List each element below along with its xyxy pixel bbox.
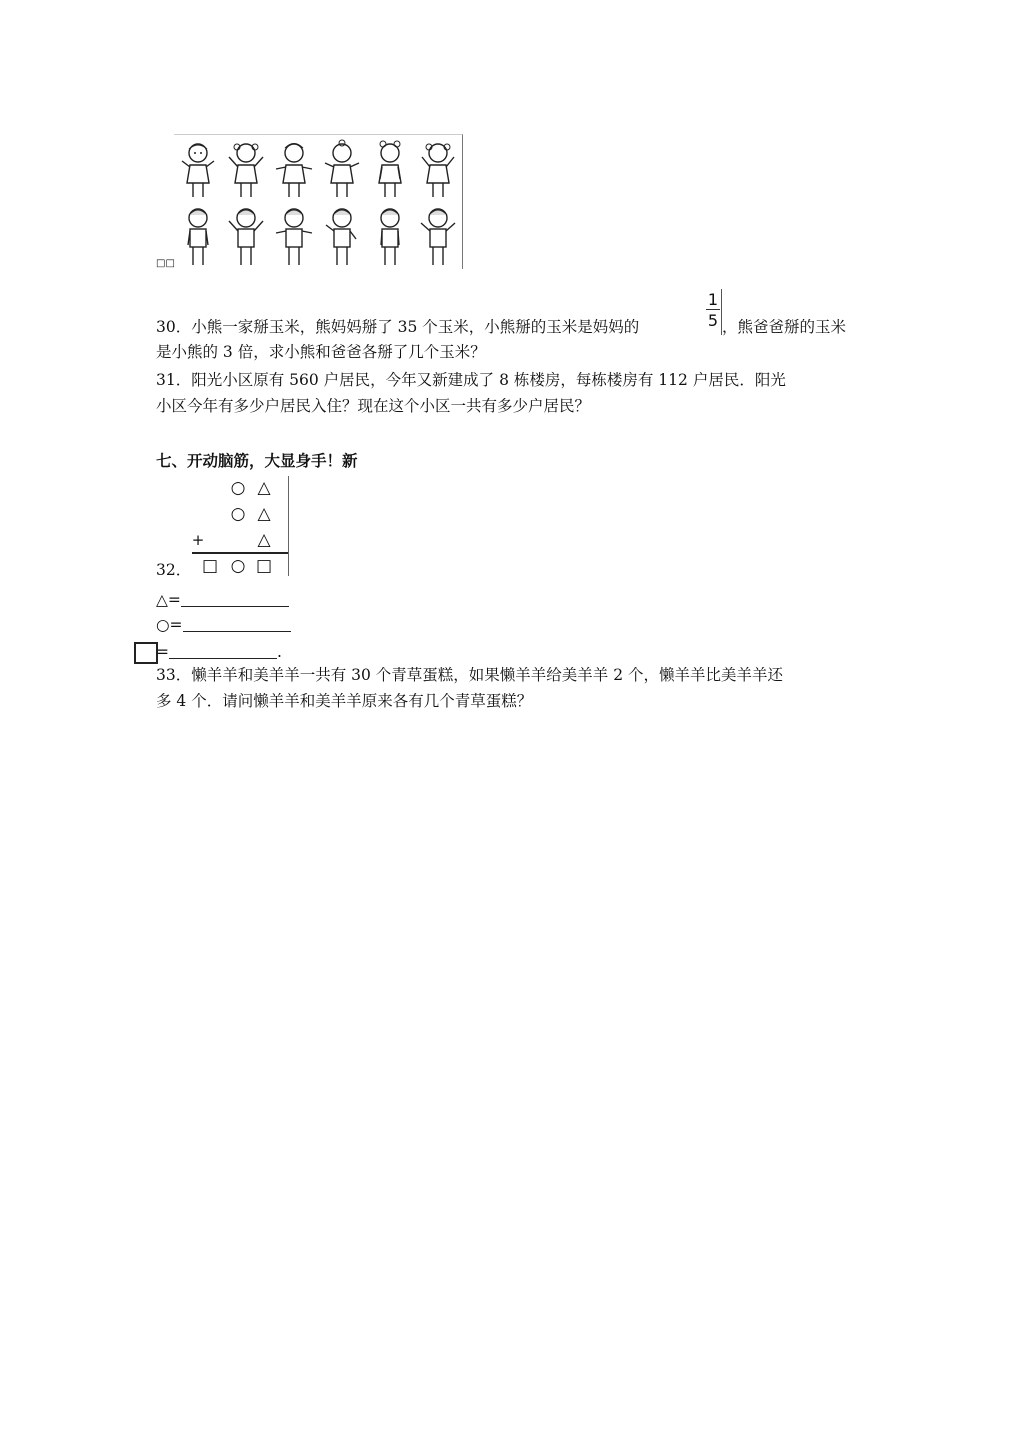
circle-symbol: ○ xyxy=(230,478,246,498)
girls-row xyxy=(174,139,462,203)
square-symbol: □ xyxy=(201,556,219,576)
boy-figure xyxy=(274,205,314,269)
boy-figure xyxy=(322,205,362,269)
fraction-one-fifth xyxy=(705,289,722,335)
q31-line1: 31．阳光小区原有 560 户居民，今年又新建成了 8 栋楼房，每栋楼房有 112 户居民．阳光 xyxy=(156,371,786,389)
fraction-denominator: 5 xyxy=(707,311,719,330)
triangle-symbol: △ xyxy=(257,530,271,550)
fraction-bar xyxy=(706,309,720,310)
answer-square-end: . xyxy=(277,643,282,661)
sum-line xyxy=(192,552,288,554)
boy-figure xyxy=(226,205,266,269)
answer-triangle-label: △= xyxy=(156,591,181,609)
q33-line1: 33．懒羊羊和美羊羊一共有 30 个青草蛋糕，如果懒羊羊给美羊羊 2 个，懒羊羊比美羊羊还 xyxy=(156,666,784,684)
q30-line2: 是小熊的 3 倍，求小熊和爸爸各掰了几个玉米？ xyxy=(156,343,486,361)
square-box-icon xyxy=(134,642,158,664)
boy-figure xyxy=(418,205,458,269)
answer-blank[interactable] xyxy=(183,617,291,632)
girl-figure xyxy=(418,139,458,203)
boy-figure xyxy=(178,205,218,269)
q32-label: 32． xyxy=(156,561,192,579)
girl-figure xyxy=(322,139,362,203)
figure-caption-marks: □□ xyxy=(156,258,175,269)
girl-figure xyxy=(226,139,266,203)
plus-sign: + xyxy=(191,531,205,549)
answer-square xyxy=(156,640,282,664)
q31-line2: 小区今年有多少户居民入住？现在这个小区一共有多少户居民？ xyxy=(156,397,591,415)
children-figure xyxy=(174,134,463,269)
boys-row xyxy=(174,205,462,269)
boy-figure xyxy=(370,205,410,269)
answer-circle xyxy=(156,613,291,637)
girl-figure xyxy=(274,139,314,203)
section-heading: 七、开动脑筋，大显身手！新 xyxy=(156,451,358,470)
answer-square-label: = xyxy=(156,643,169,661)
girl-figure xyxy=(370,139,410,203)
triangle-symbol: △ xyxy=(257,478,271,498)
triangle-symbol: △ xyxy=(257,504,271,524)
answer-blank[interactable] xyxy=(169,644,277,659)
square-symbol: □ xyxy=(255,556,273,576)
answer-blank[interactable] xyxy=(181,592,289,607)
circle-symbol: ○ xyxy=(230,556,246,576)
circle-symbol: ○ xyxy=(230,504,246,524)
fraction-numerator: 1 xyxy=(707,290,719,309)
girl-figure xyxy=(178,139,218,203)
answer-triangle xyxy=(156,588,289,612)
q33-line2: 多 4 个．请问懒羊羊和美羊羊原来各有几个青草蛋糕？ xyxy=(156,692,533,710)
addition-puzzle xyxy=(192,476,289,576)
answer-circle-label: ○= xyxy=(156,616,183,634)
q30-line1-pre: 30．小熊一家掰玉米，熊妈妈掰了 35 个玉米，小熊掰的玉米是妈妈的 xyxy=(156,318,640,336)
q30-line1-post: ，熊爸爸掰的玉米 xyxy=(722,318,847,336)
